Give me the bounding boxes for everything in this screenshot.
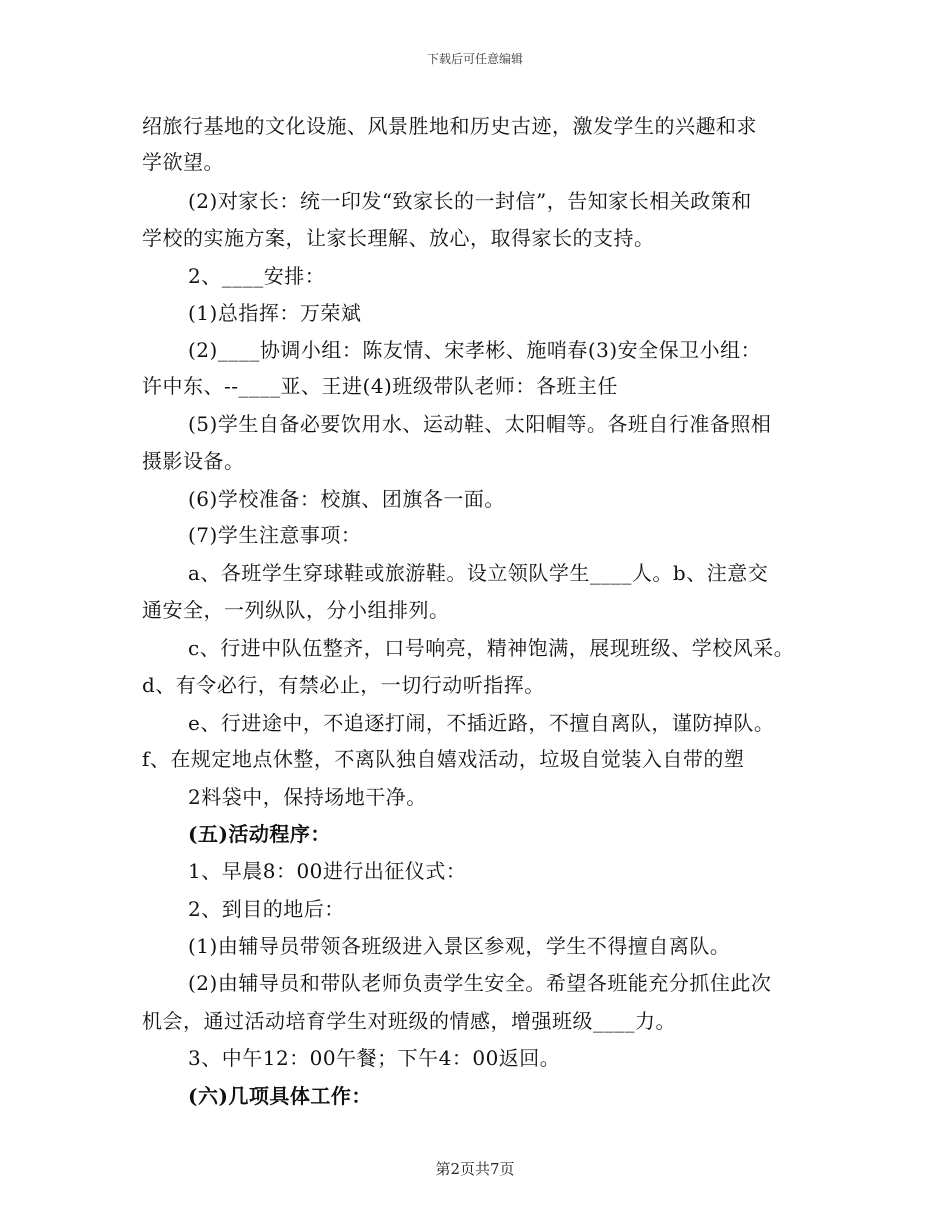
text-line: 学校的实施方案，让家长理解、放心，取得家长的支持。 bbox=[142, 226, 655, 250]
page-header: 下载后可任意编辑 bbox=[426, 52, 523, 66]
text-line: 摄影设备。 bbox=[142, 449, 245, 473]
text-line: (1)总指挥：万荣斌 bbox=[188, 301, 362, 325]
text-line: 学欲望。 bbox=[142, 150, 224, 174]
text-line: (5)学生自备必要饮用水、运动鞋、太阳帽等。各班自行准备照相 bbox=[188, 412, 772, 436]
page-footer: 第2页共7页 bbox=[435, 1160, 515, 1178]
text-line: c、行进中队伍整齐，口号响亮，精神饱满，展现班级、学校风采。 bbox=[188, 636, 795, 660]
text-line: 2、____安排： bbox=[188, 264, 326, 288]
text-line: e、行进途中，不追逐打闹，不插近路，不擅自离队，谨防掉队。 bbox=[188, 711, 775, 735]
text-line: (五)活动程序： bbox=[188, 822, 331, 846]
text-line: 2、到目的地后： bbox=[188, 897, 345, 921]
text-line: 1、早晨8：00进行出征仪式： bbox=[188, 859, 467, 883]
text-line: 2料袋中，保持场地干净。 bbox=[188, 785, 427, 809]
text-line: f、在规定地点休整，不离队独自嬉戏活动，垃圾自觉装入自带的塑 bbox=[142, 747, 745, 771]
text-line: (2)由辅导员和带队老师负责学生安全。希望各班能充分抓住此次 bbox=[188, 971, 772, 995]
text-line: d、有令必行，有禁必止，一切行动听指挥。 bbox=[142, 673, 545, 697]
text-line: (六)几项具体工作： bbox=[188, 1084, 372, 1108]
text-line: 通安全，一列纵队，分小组排列。 bbox=[142, 598, 450, 622]
text-line: 机会，通过活动培育学生对班级的情感，增强班级____力。 bbox=[142, 1009, 676, 1033]
text-line: (2)____协调小组：陈友情、宋孝彬、施哨春(3)安全保卫小组： bbox=[188, 338, 762, 362]
text-line: 绍旅行基地的文化设施、风景胜地和历史古迹，激发学生的兴趣和求 bbox=[142, 114, 757, 138]
text-line: 3、中午12：00午餐；下午4：00返回。 bbox=[188, 1046, 561, 1070]
text-line: (7)学生注意事项： bbox=[188, 523, 362, 547]
text-line: (1)由辅导员带领各班级进入景区参观，学生不得擅自离队。 bbox=[188, 934, 731, 958]
text-line: 许中东、--____亚、王进(4)班级带队老师：各班主任 bbox=[142, 374, 618, 398]
text-line: a、各班学生穿球鞋或旅游鞋。设立领队学生____人。b、注意交 bbox=[188, 561, 769, 585]
text-line: (2)对家长：统一印发“致家长的一封信”，告知家长相关政策和 bbox=[188, 189, 752, 213]
text-line: (6)学校准备：校旗、团旗各一面。 bbox=[188, 487, 505, 511]
